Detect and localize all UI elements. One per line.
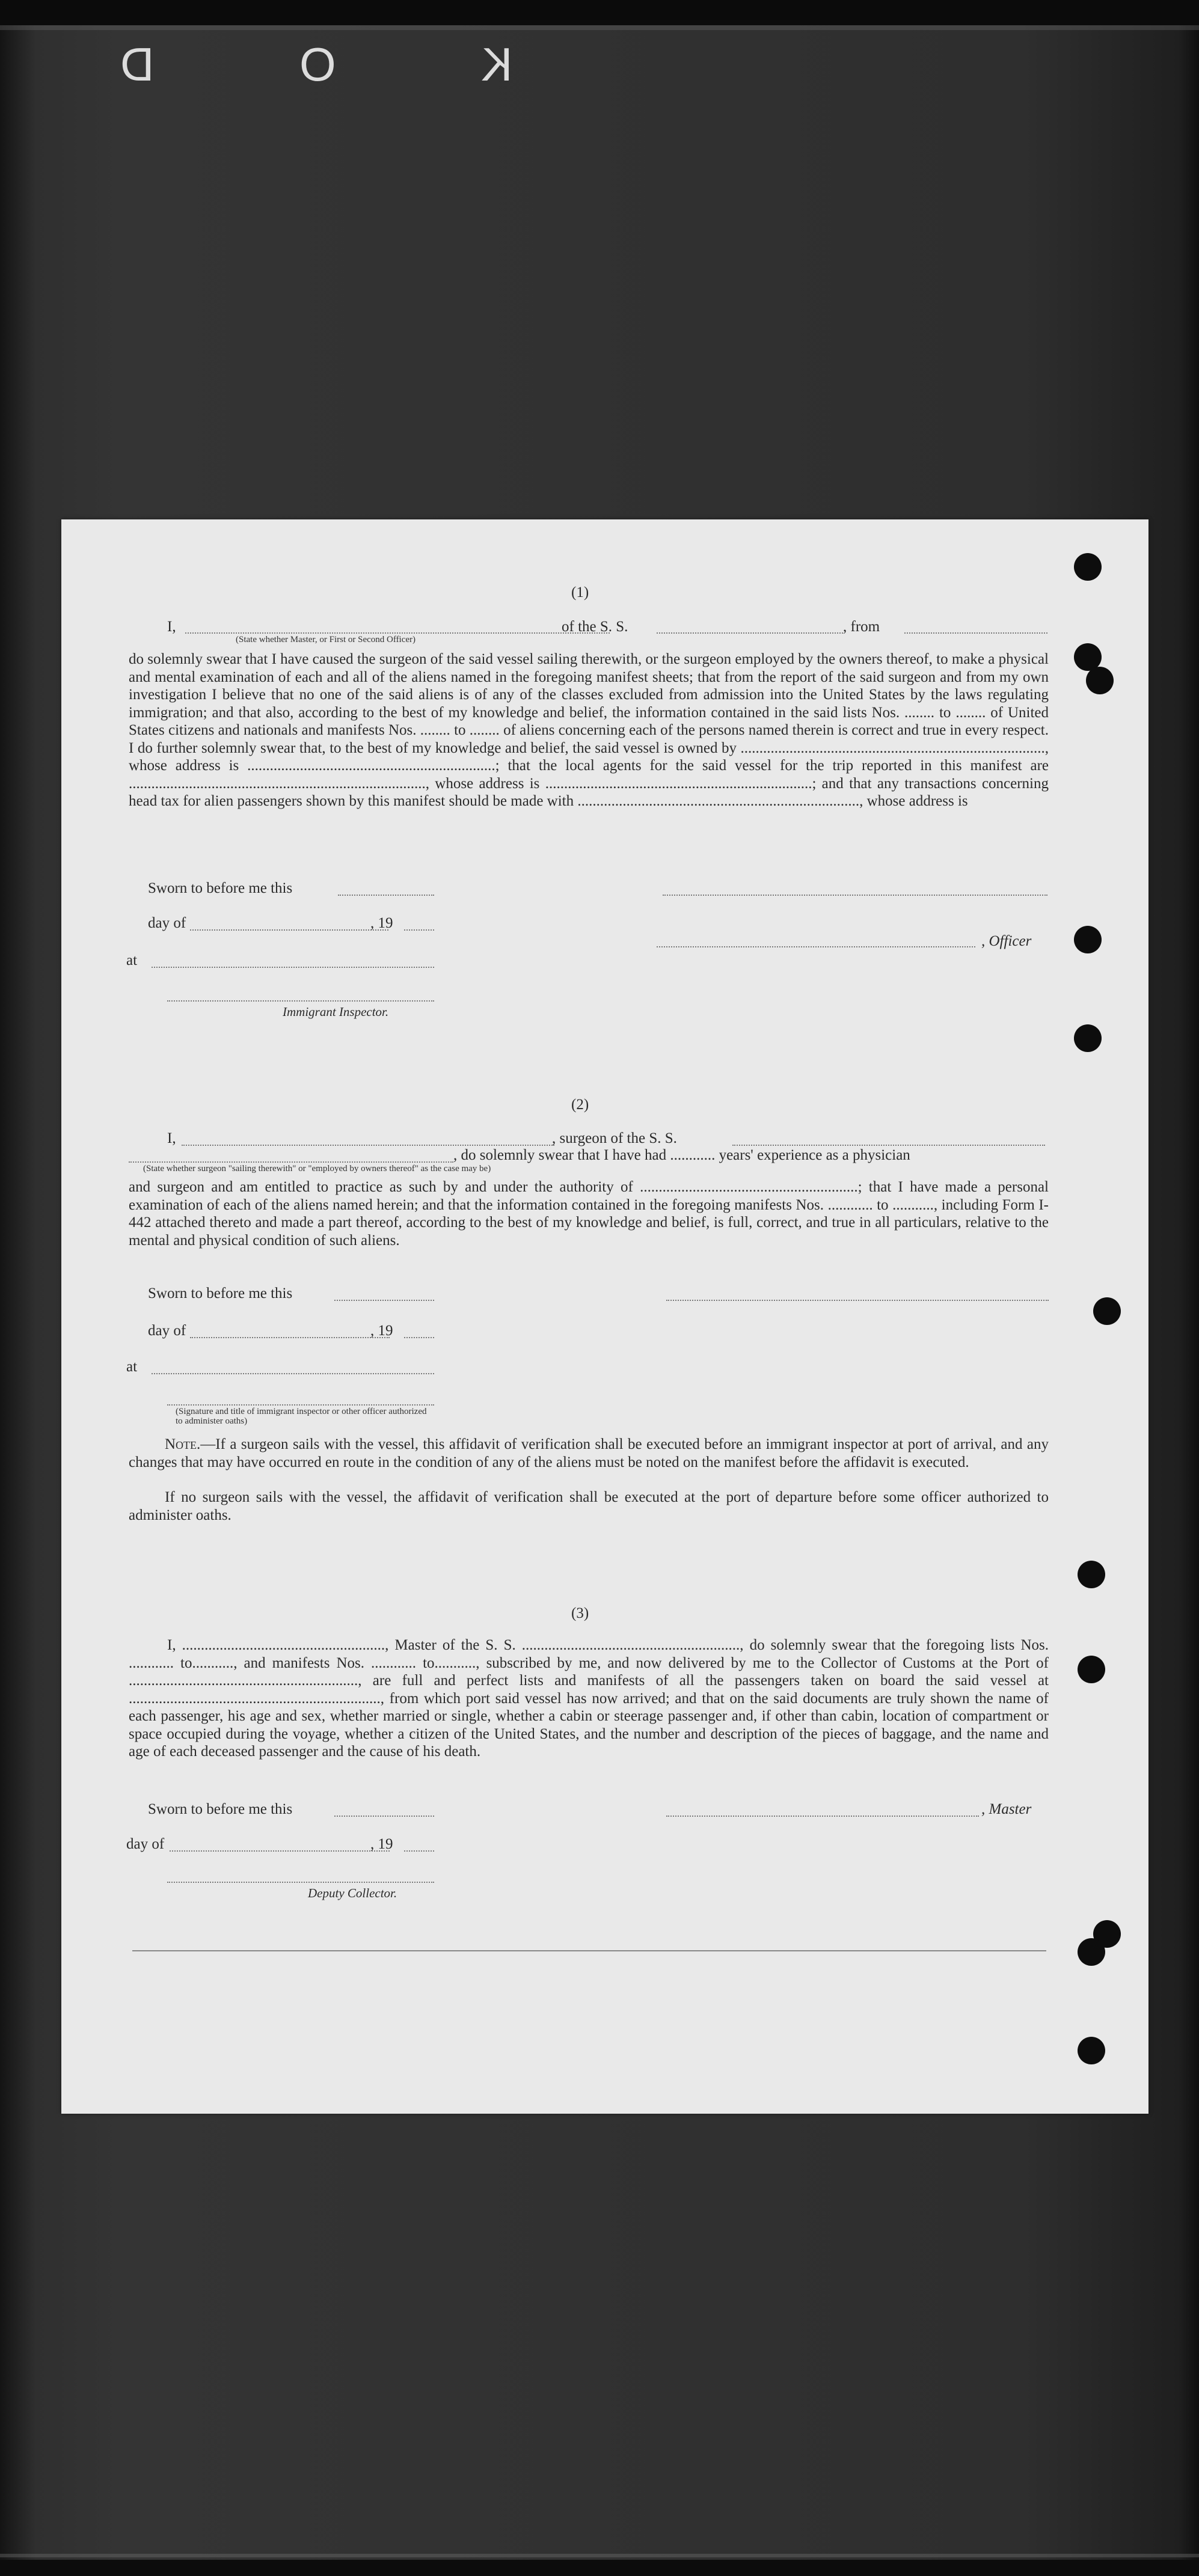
section-1-officer: , Officer [981, 933, 1032, 949]
section-1-year: , 19 [370, 915, 393, 931]
punch-hole [1086, 667, 1114, 694]
blank-vessel [657, 632, 843, 634]
section-2-line-mid: , surgeon of the S. S. [552, 1130, 677, 1146]
film-marker-text: K O D [54, 38, 513, 91]
section-2-at: at [126, 1359, 138, 1375]
section-3-sworn: Sworn to before me this [148, 1801, 293, 1817]
blank-at [152, 967, 434, 968]
bottom-rule [132, 1950, 1046, 1951]
punch-hole [1093, 1297, 1121, 1325]
section-1-line-start: I, [167, 619, 176, 635]
punch-hole [1074, 1024, 1102, 1052]
blank-collector [167, 1882, 434, 1883]
section-3-body [129, 1636, 1049, 1761]
blank-year-3 [404, 1850, 434, 1852]
blank-sworn-date-2 [334, 1300, 434, 1301]
section-1-number: (1) [571, 584, 589, 601]
section-1-sworn: Sworn to before me this [148, 880, 293, 896]
section-1-day: day of [148, 915, 186, 931]
blank-officer-sig-2 [167, 1404, 434, 1406]
film-top-border [0, 0, 1199, 25]
section-3-text: I, ......................................................, Master of the S. S. .........................................................., do solemnly swear that the foregoing lists Nos. ............ to..........., and manifests Nos. ............ to..........., subscribed by me, and now delivered by me to the Collector of Customs at the Port of ............................................................., are full and perfect lists and manifests of all the passengers taken on board the said vessel at ..................................................................., from which port said vessel has now arrived; and that on the said documents are truly shown the name of each passenger, his age and sex, whether married or single, whether a cabin or steerage passenger and, if other than cabin, location of compartment or space occupied during the voyage, whether a citizen of the United States, and the number and description of the pieces of baggage, and the name and age of each deceased passenger and the cause of his death. [129, 1637, 1049, 1760]
section-2-note-block [129, 1436, 1049, 1471]
blank-sworn-date [338, 895, 434, 896]
section-2-body: and surgeon and am entitled to practice as such by and under the authority of ..........................................................; that I have made a personal examination of each of the aliens named herein; and that the information contained in the foregoing manifests Nos. ............ to ..........., including Form I-442 attached thereto and made a part thereof, according to the best of my knowledge and belief, is full, correct, and true in all particulars, relative to the mental and physical condition of such aliens. [129, 1179, 1049, 1249]
section-3-collector: Deputy Collector. [308, 1886, 397, 1900]
punch-hole [1074, 553, 1102, 581]
blank-year [404, 929, 434, 931]
blank-day-2 [190, 1337, 390, 1338]
blank-from [904, 632, 1047, 634]
section-2-line-start: I, [167, 1130, 176, 1146]
blank-master-signature [666, 1816, 979, 1817]
section-2-sig-note: (Signature and title of immigrant inspector or other officer authorized to administer oaths) [176, 1407, 427, 1426]
blank-surgeon-signature [666, 1300, 1049, 1301]
punch-hole [1078, 1938, 1105, 1966]
blank-inspector [167, 1000, 434, 1002]
section-1-note: (State whether Master, or First or Second Officer) [236, 635, 416, 644]
section-2-number: (2) [571, 1097, 589, 1113]
section-1-inspector: Immigrant Inspector. [283, 1005, 389, 1019]
section-2-day: day of [148, 1323, 186, 1339]
blank-day [190, 929, 388, 931]
section-2-sworn: Sworn to before me this [148, 1285, 293, 1302]
section-1-line-end: , from [843, 619, 880, 635]
section-2-year: , 19 [370, 1323, 393, 1339]
film-bottom-edge [0, 2554, 1199, 2557]
blank-day-3 [170, 1850, 390, 1852]
blank-sworn-date-3 [334, 1816, 434, 1817]
section-1-at: at [126, 952, 138, 968]
section-3-year: , 19 [370, 1836, 393, 1852]
section-2-note: (State whether surgeon "sailing therewith" or "employed by owners thereof" as the case may be) [143, 1164, 491, 1173]
section-1-body: do solemnly swear that I have caused the surgeon of the said vessel sailing therewith, or the surgeon employed by the owners thereof, to make a physical and mental examination of each and all of the aliens named in the foregoing manifest sheets; that from the report of the said surgeon and from my own investigation I believe that no one of the said aliens is of any of the classes excluded from admission into the United States by the laws regulating immigration; and that also, according to the best of my knowledge and belief, the information contained in the said lists Nos. ........ to ........ of United States citizens and nationals and manifests Nos. ........ to ........ of aliens concerning each of the persons named therein is correct and true in every respect. I do further solemnly swear that, to the best of my knowledge and belief, the said vessel is owned by ................................................................................., whose address is ..................................................................; that the local agents for the said vessel for the trip reported in this manifest are ..............................................................................., whose address is .......................................................................; and that any transactions concerning head tax for alien passengers shown by this manifest should be made with ..........................................................................., whose address is [129, 651, 1049, 809]
blank-at-2 [152, 1373, 434, 1374]
film-edge-line [0, 25, 1199, 30]
punch-hole [1078, 1656, 1105, 1683]
punch-hole [1078, 2037, 1105, 2064]
section-2-line-2: , do solemnly swear that I have had ............ years' experience as a physician [453, 1147, 910, 1163]
section-3-day: day of [126, 1836, 165, 1852]
film-bottom-border [0, 2560, 1199, 2576]
punch-hole [1078, 1561, 1105, 1588]
blank-name [185, 632, 610, 634]
note-text: —If a surgeon sails with the vessel, this affidavit of verification shall be executed before an immigrant inspector at port of arrival, and any changes that may have occurred en route in the condition of any of the aliens must be noted on the manifest before the affidavit is executed. [129, 1436, 1049, 1470]
blank-year-2 [404, 1337, 434, 1338]
punch-hole [1074, 926, 1102, 953]
note-label: Note. [165, 1436, 201, 1452]
section-2-note-block-2 [129, 1488, 1049, 1524]
blank-surgeon-status [129, 1161, 453, 1163]
note-text-2: If no surgeon sails with the vessel, the affidavit of verification shall be executed at the port of departure before some officer authorized to administer oaths. [129, 1489, 1049, 1523]
blank-officer-signature [657, 946, 975, 947]
section-3-number: (3) [571, 1605, 589, 1621]
section-1-line-mid: of the S. S. [562, 619, 628, 635]
manifest-page [61, 519, 1148, 2114]
blank-officer-signature-top [663, 895, 1047, 896]
section-3-master: , Master [981, 1801, 1032, 1817]
